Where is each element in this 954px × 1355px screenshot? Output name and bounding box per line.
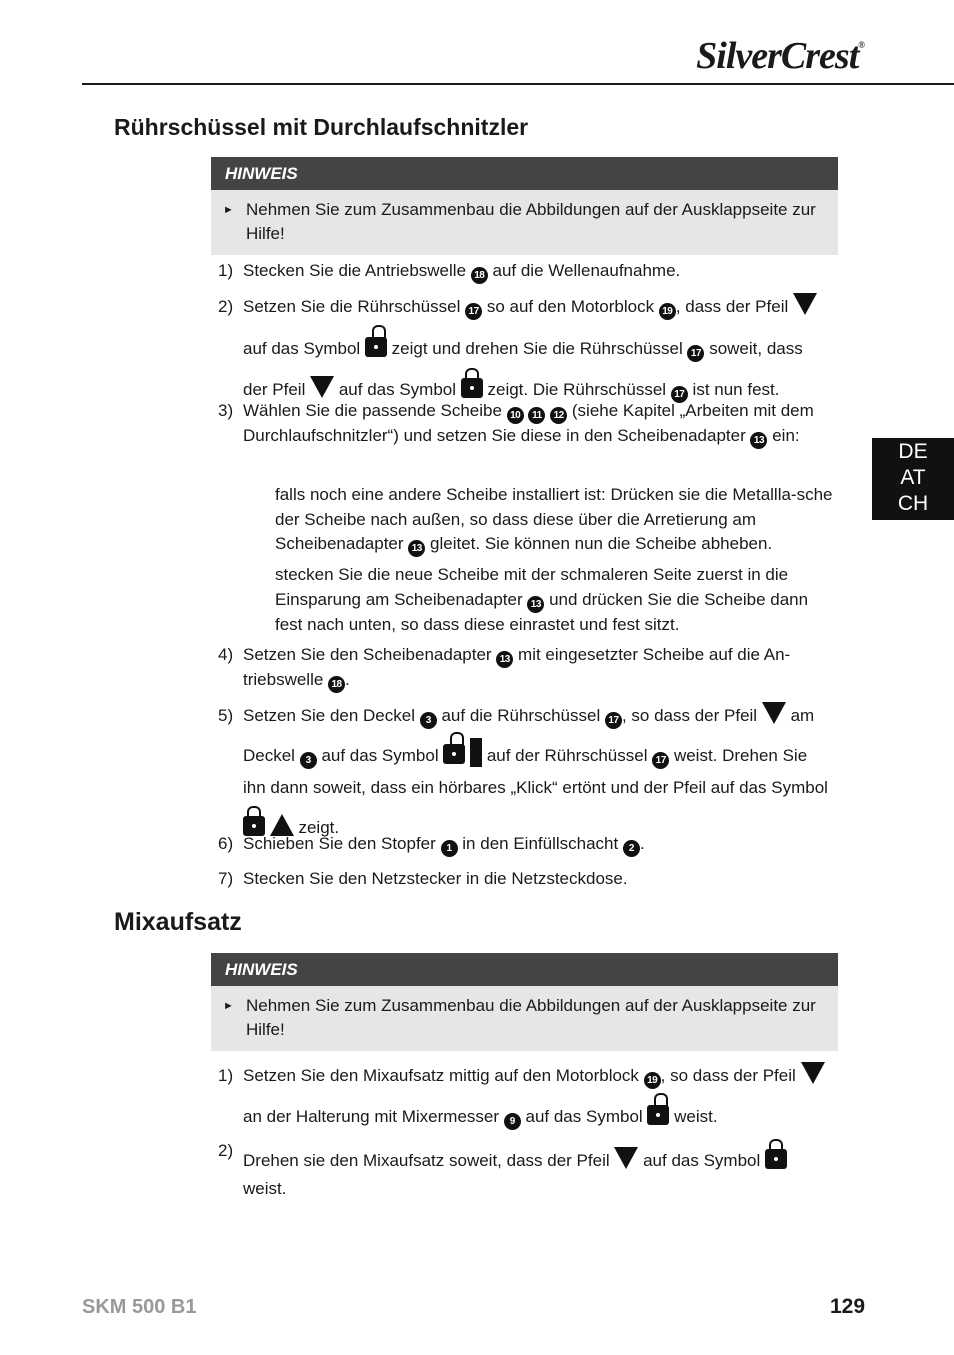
marker-bar-icon: [470, 738, 482, 767]
note-box: [211, 953, 838, 1051]
part-number-badge: 19: [644, 1072, 661, 1089]
step-6: [218, 832, 830, 857]
part-number-badge: 13: [527, 596, 544, 613]
step-text: falls noch eine andere Scheibe installiert ist: Drücken sie die Metallla-sche der Scheibe nach außen, so dass diese über die Arretierung am Scheibenadapter: [275, 485, 833, 553]
part-number-badge: 17: [687, 345, 704, 362]
note-body: [211, 190, 838, 255]
step-text: auf die Rührschüssel: [441, 706, 601, 725]
part-number-badge: 13: [750, 432, 767, 449]
part-number-badge: 12: [550, 407, 567, 424]
step-text: auf das Symbol: [321, 746, 439, 765]
language-de: DE: [898, 440, 928, 463]
step-number: 5): [218, 706, 234, 725]
part-number-badge: 9: [504, 1113, 521, 1130]
header-rule: [82, 83, 954, 85]
step-text: mit eingesetzter Scheibe auf die An-triebswelle: [243, 645, 791, 689]
step-number: 2): [218, 1141, 234, 1160]
step-text: an der Halterung mit Mixermesser: [243, 1107, 500, 1126]
step-text: .: [345, 670, 350, 689]
part-number-badge: 18: [471, 267, 488, 284]
part-number-badge: 17: [605, 712, 622, 729]
part-number-badge: 1: [441, 840, 458, 857]
note-text: Nehmen Sie zum Zusammenbau die Abbildungen auf der Ausklappseite zur Hilfe!: [246, 996, 816, 1039]
step-text: stecken Sie die neue Scheibe mit der schmaleren Seite zuerst in die Einsparung am Scheibenadapter: [275, 565, 789, 609]
mix-step-1: [218, 1059, 830, 1134]
step-text: auf die Wellenaufnahme.: [492, 261, 681, 280]
note-header: HINWEIS: [211, 157, 838, 190]
step-text: .: [639, 834, 645, 853]
step-number: 4): [218, 645, 234, 664]
step-number: 1): [218, 261, 234, 280]
part-number-badge: 2: [623, 840, 640, 857]
step-text: zeigt und drehen Sie die Rührschüssel: [391, 338, 683, 358]
language-at: AT: [900, 466, 926, 489]
step-number: 1): [218, 1066, 234, 1085]
substep-1: [275, 483, 835, 557]
step-2: [218, 290, 830, 408]
language-tab: [872, 438, 954, 520]
step-text: Wählen Sie die passende Scheibe: [243, 401, 502, 420]
lock-icon: [461, 378, 483, 398]
unlock-icon: [365, 337, 387, 357]
arrow-down-icon: [762, 702, 786, 724]
step-text: so auf den Motorblock: [486, 297, 655, 316]
part-number-badge: 17: [465, 303, 482, 320]
step-text: , so dass der Pfeil: [621, 706, 758, 725]
step-text: auf das Symbol: [525, 1107, 643, 1126]
language-ch: CH: [897, 492, 929, 515]
step-text: Setzen Sie die Rührschüssel: [243, 297, 461, 316]
unlock-icon: [443, 744, 465, 764]
step-number: 7): [218, 869, 234, 888]
step-text: , so dass der Pfeil: [660, 1066, 796, 1085]
step-5: [218, 700, 830, 844]
step-1: [218, 259, 830, 284]
step-text: weist. Drehen Sie ihn dann soweit, dass ein hörbares „Klick“ ertönt und der Pfeil auf das Symbol: [243, 746, 828, 797]
mix-step-2: [218, 1137, 830, 1203]
step-text: Schieben Sie den Stopfer: [243, 834, 436, 853]
unlock-icon: [647, 1105, 669, 1125]
step-text: auf das Symbol: [338, 380, 457, 399]
step-text: Stecken Sie die Antriebswelle: [243, 261, 467, 280]
step-text: Setzen Sie den Scheibenadapter: [243, 645, 492, 664]
step-text: am Deckel: [243, 706, 815, 765]
part-number-badge: 19: [659, 303, 676, 320]
step-text: zeigt. Die Rührschüssel: [487, 380, 667, 399]
arrow-down-icon: [614, 1147, 638, 1169]
step-text: weist.: [674, 1107, 718, 1126]
step-text: gleitet. Sie können nun die Scheibe abheben.: [430, 534, 773, 553]
page-number: 129: [830, 1295, 866, 1318]
part-number-badge: 17: [671, 386, 688, 403]
triangle-bullet-icon: ►: [223, 1000, 234, 1012]
note-body: [211, 986, 838, 1051]
part-number-badge: 13: [408, 540, 425, 557]
step-text: ein:: [772, 426, 800, 445]
step-number: 3): [218, 401, 234, 420]
step-text: Setzen Sie den Mixaufsatz mittig auf den Motorblock: [243, 1066, 639, 1085]
note-box: [211, 157, 838, 255]
arrow-down-icon: [793, 293, 817, 315]
note-header: HINWEIS: [211, 953, 838, 986]
substep-2: [275, 563, 835, 637]
footer-model: SKM 500 B1: [82, 1296, 197, 1318]
part-number-badge: 3: [420, 712, 437, 729]
part-number-badge: 3: [300, 752, 317, 769]
arrow-down-icon: [310, 376, 334, 398]
step-text: Stecken Sie den Netzstecker in die Netzsteckdose.: [243, 869, 628, 888]
step-text: auf das Symbol: [243, 338, 361, 358]
part-number-badge: 18: [328, 676, 345, 693]
section-title-ruehrschuessel: Rührschüssel mit Durchlaufschnitzler: [114, 114, 529, 140]
step-text: ist nun fest.: [692, 380, 780, 399]
arrow-down-icon: [801, 1062, 825, 1084]
step-text: auf der Rührschüssel: [486, 746, 648, 765]
part-number-badge: 11: [528, 407, 545, 424]
step-text: Drehen sie den Mixaufsatz soweit, dass der Pfeil: [243, 1151, 610, 1170]
step-text: (siehe Kapitel „Arbeiten mit dem Durchlaufschnitzler“) und setzen Sie diese in den Scheibenadapter: [243, 401, 814, 445]
step-4: [218, 643, 830, 693]
step-text: Setzen Sie den Deckel: [243, 706, 415, 725]
lock-icon: [765, 1149, 787, 1169]
step-number: 6): [218, 834, 234, 853]
step-text: in den Einfüllschacht: [462, 834, 619, 853]
step-number: 2): [218, 297, 234, 316]
step-text: und drücken Sie die Scheibe dann fest nach unten, so dass diese einrastet und fest sitzt.: [275, 589, 809, 634]
part-number-badge: 13: [496, 651, 513, 668]
step-3: [218, 399, 830, 449]
step-7: [218, 867, 830, 892]
part-number-badge: 10: [507, 407, 524, 424]
step-text: , dass der Pfeil: [675, 297, 789, 316]
section-title-mixaufsatz: Mixaufsatz: [114, 908, 242, 936]
brand-logo: SilverCrest®: [696, 35, 864, 77]
note-text: Nehmen Sie zum Zusammenbau die Abbildungen auf der Ausklappseite zur Hilfe!: [246, 200, 816, 243]
step-text: zeigt.: [298, 818, 340, 837]
part-number-badge: 17: [652, 752, 669, 769]
step-text: soweit, dass der Pfeil: [243, 338, 803, 399]
step-text: auf das Symbol: [643, 1151, 761, 1170]
step-text: weist.: [243, 1179, 287, 1198]
triangle-bullet-icon: ►: [223, 204, 234, 216]
